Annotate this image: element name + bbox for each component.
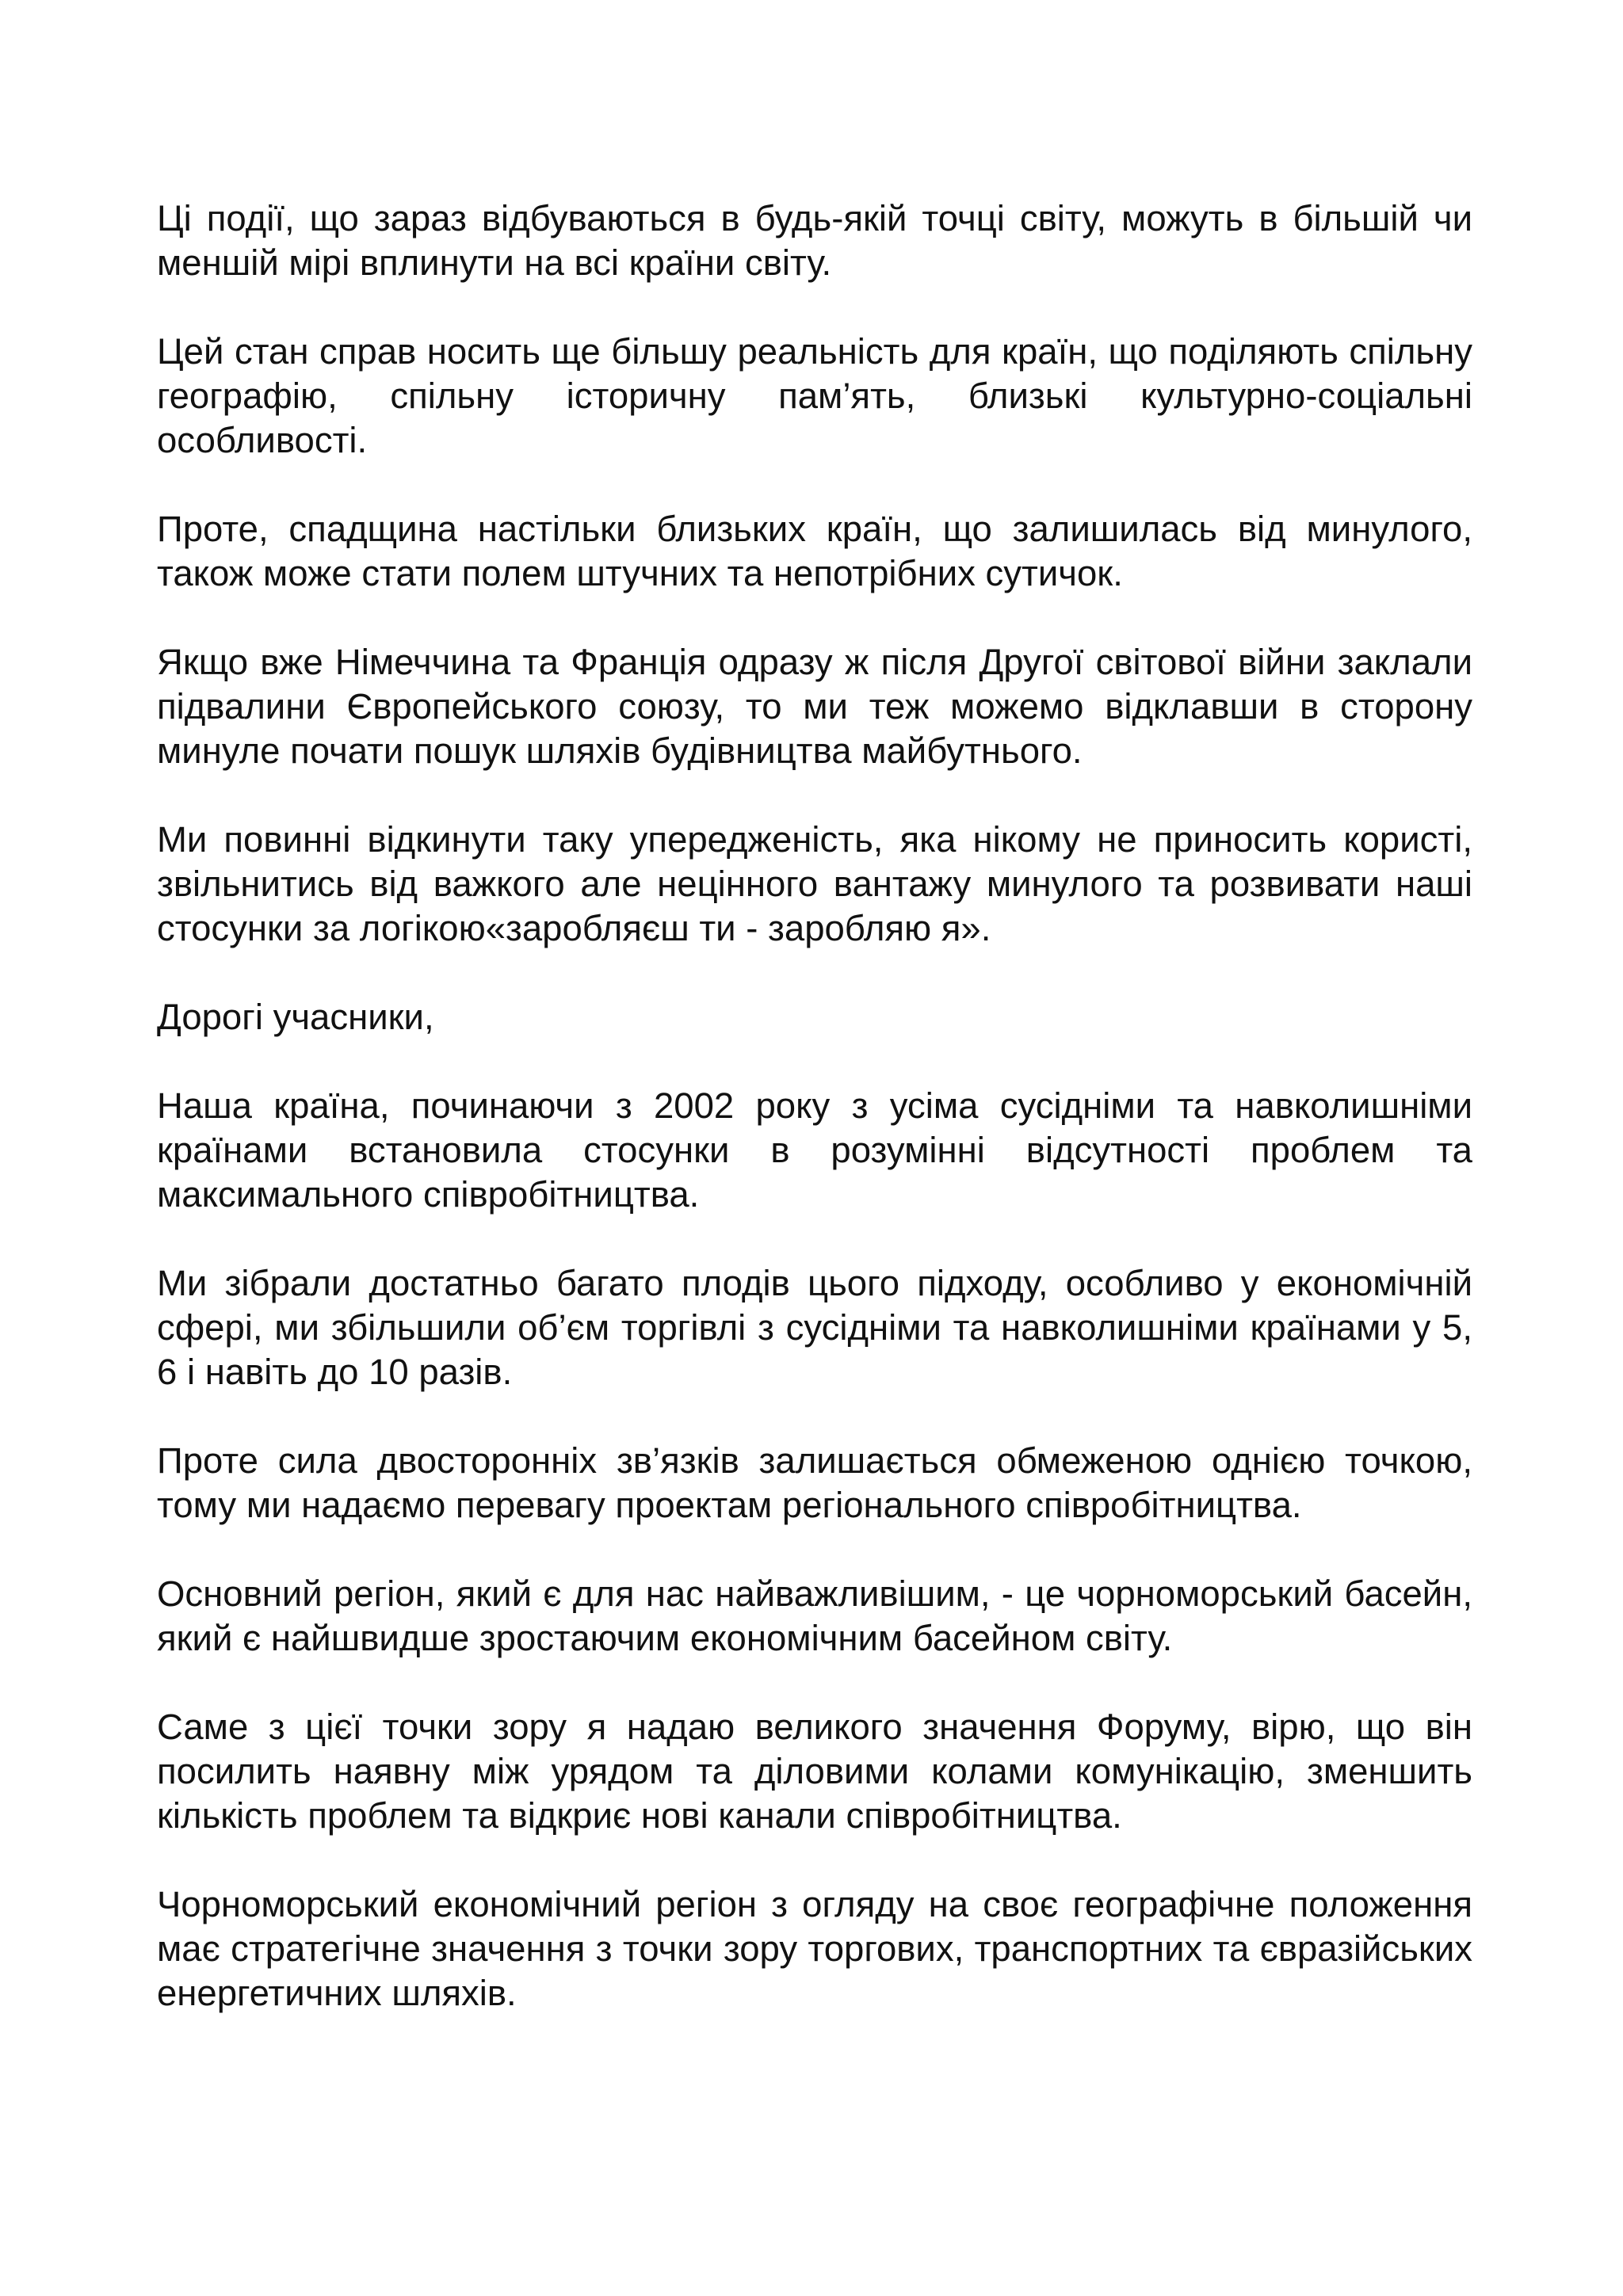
paragraph: Ми зібрали достатньо багато плодів цього підходу, особливо у економічній сфері, ми збільшили об’єм торгівлі з сусідніми та навколишніми країнами у 5, 6 і навіть до 10 разів.: [157, 1263, 1472, 1392]
document-body: [157, 196, 1472, 2060]
paragraph: Ці події, що зараз відбуваються в будь-якій точці світу, можуть в більшій чи меншій мірі вплинути на всі країни світу.: [157, 198, 1472, 283]
paragraph: Проте сила двосторонніх зв’язків залишається обмеженою однією точкою, тому ми надаємо перевагу проектам регіонального співробітництва.: [157, 1440, 1472, 1525]
paragraph: Основний регіон, який є для нас найважливішим, - це чорноморський басейн, який є найшвидше зростаючим економічним басейном світу.: [157, 1573, 1472, 1658]
paragraph: Наша країна, починаючи з 2002 року з усіма сусідніми та навколишніми країнами встановила стосунки в розумінні відсутності проблем та максимального співробітництва.: [157, 1085, 1472, 1215]
paragraph: Цей стан справ носить ще більшу реальність для країн, що поділяють спільну географію, спільну історичну пам’ять, близькі культурно-соціальні особливості.: [157, 331, 1472, 460]
paragraph: Проте, спадщина настільки близьких країн, що залишилась від минулого, також може стати полем штучних та непотрібних сутичок.: [157, 509, 1472, 593]
paragraph: Чорноморський економічний регіон з огляду на своє географічне положення має стратегічне значення з точки зору торгових, транспортних та євразійських енергетичних шляхів.: [157, 1884, 1472, 2013]
paragraph: Ми повинні відкинути таку упередженість, яка нікому не приносить користі, звільнитись від важкого але нецінного вантажу минулого та розвивати наші стосунки за логікою«заробляєш ти - заробляю я».: [157, 819, 1472, 948]
paragraph: Саме з цієї точки зору я надаю великого значення Форуму, вірю, що він посилить наявну між урядом та діловими колами комунікацію, зменшить кількість проблем та відкриє нові канали співробітництва.: [157, 1707, 1472, 1836]
paragraph: Якщо вже Німеччина та Франція одразу ж після Другої світової війни заклали підвалини Європейського союзу, то ми теж можемо відклавши в сторону минуле почати пошук шляхів будівництва майбутнього.: [157, 642, 1472, 771]
salutation: Дорогі учасники,: [157, 997, 434, 1037]
